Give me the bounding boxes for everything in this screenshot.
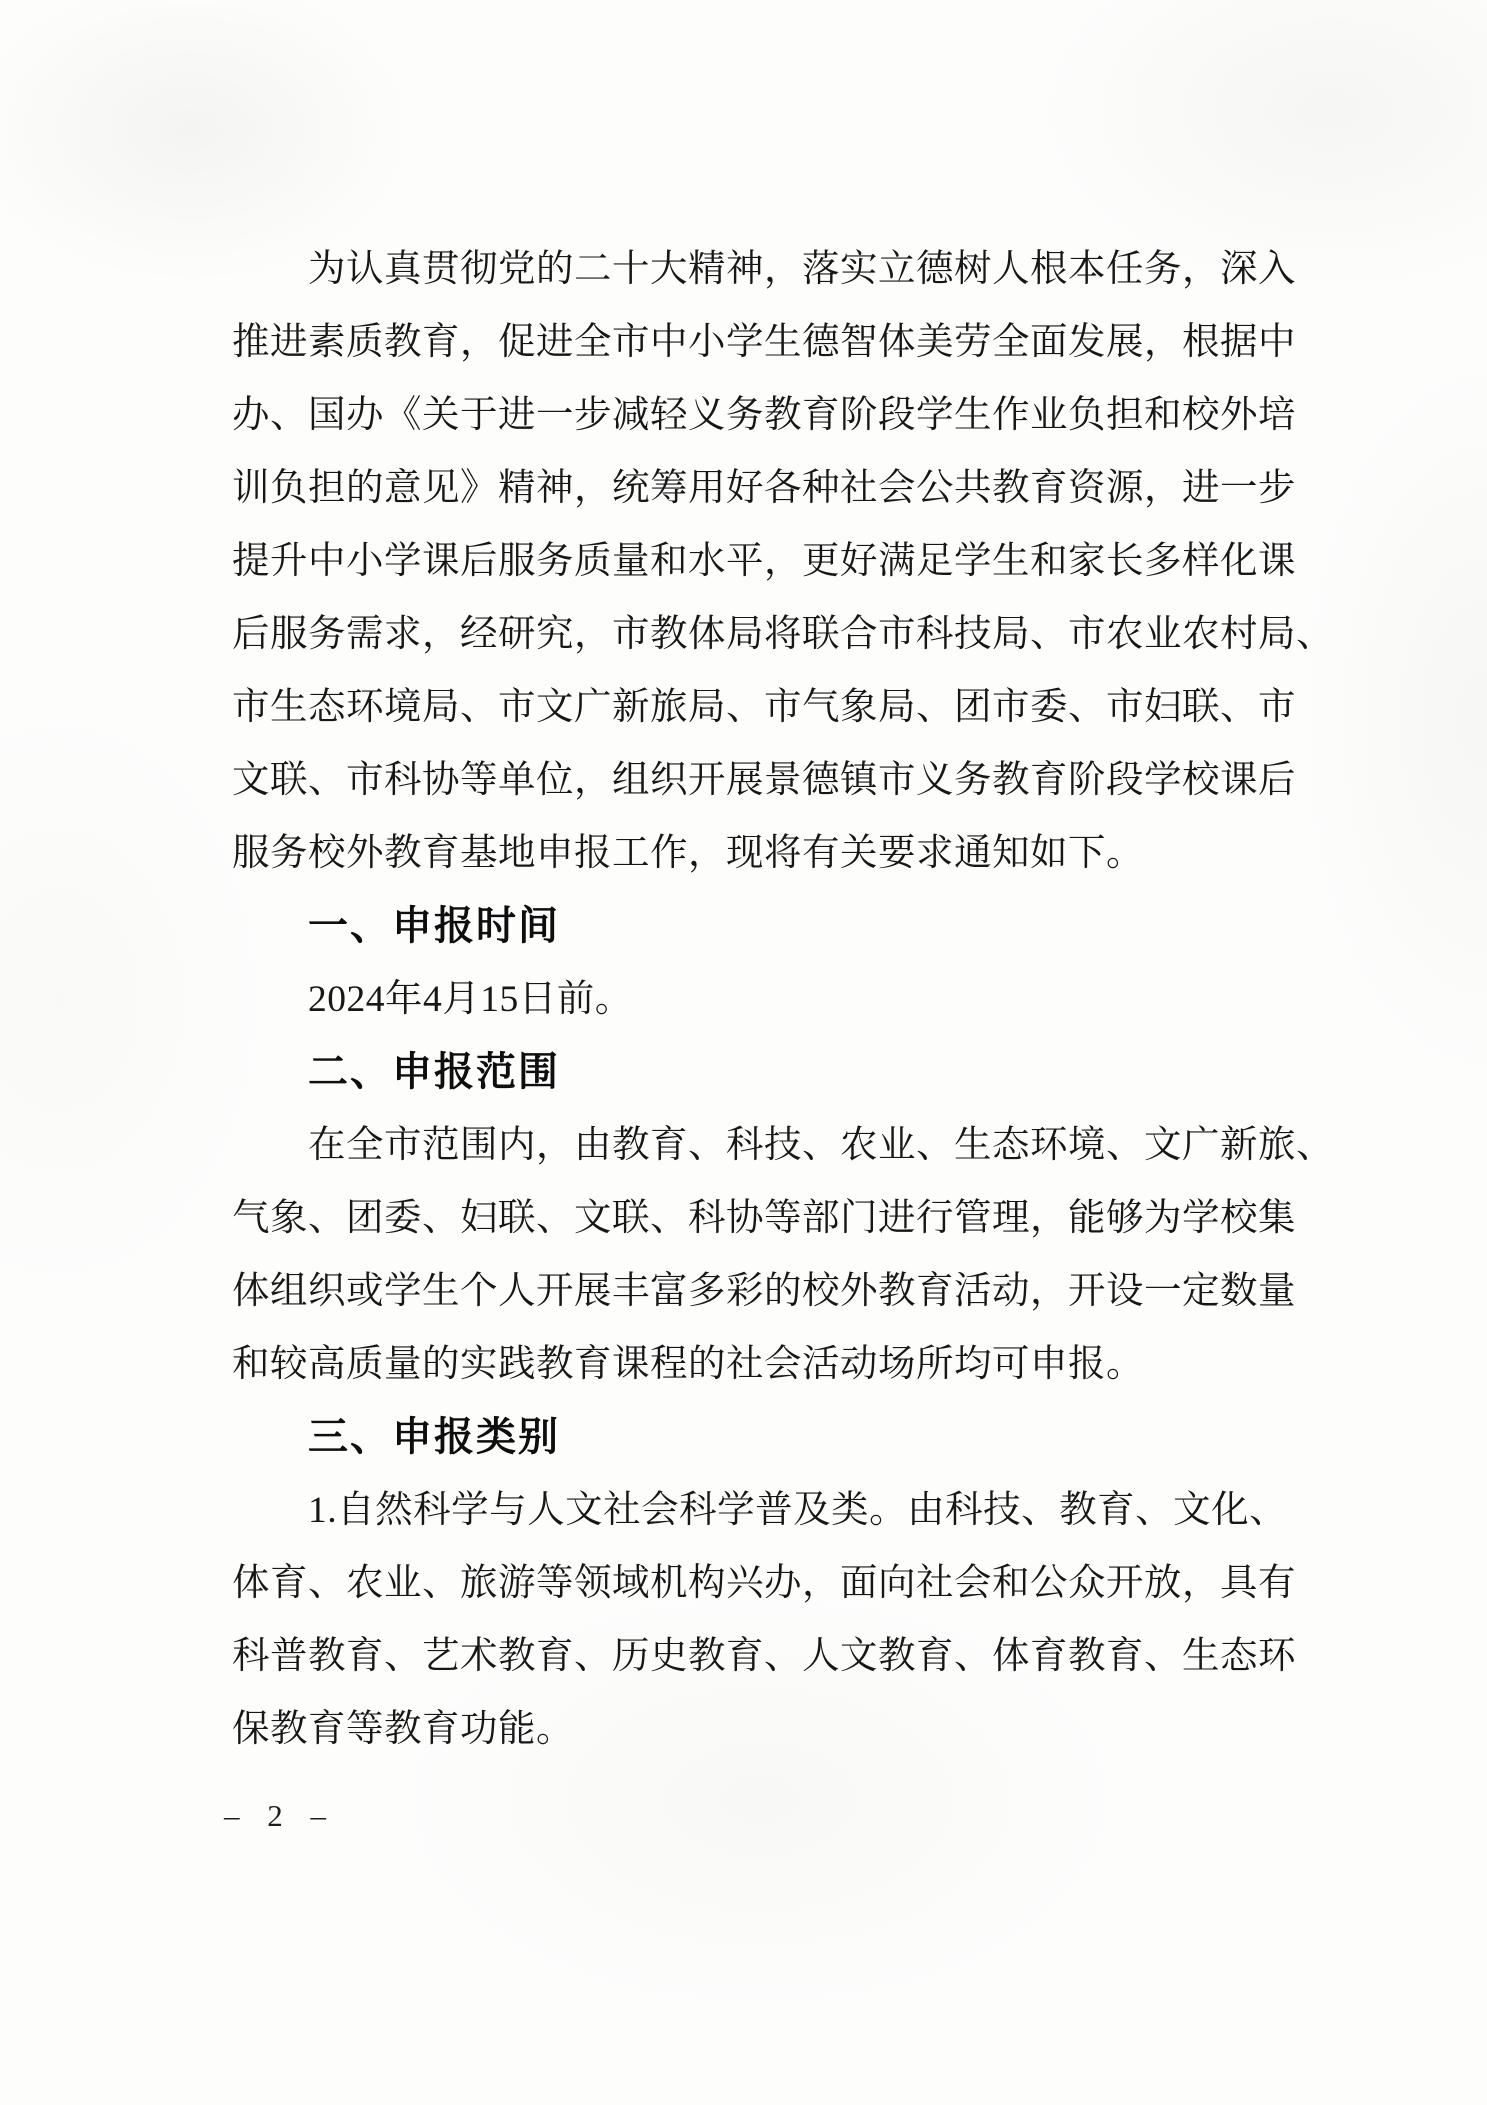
paragraph-line: 后服务需求，经研究，市教体局将联合市科技局、市农业农村局、 — [232, 614, 1334, 655]
paragraph-line: 办、国办《关于进一步减轻义务教育阶段学生作业负担和校外培 — [232, 395, 1296, 436]
paragraph-line: 训负担的意见》精神，统筹用好各种社会公共教育资源，进一步 — [232, 468, 1296, 509]
paragraph-line: 气象、团委、妇联、文联、科协等部门进行管理，能够为学校集 — [232, 1198, 1296, 1239]
paragraph-line: 市生态环境局、市文广新旅局、市气象局、团市委、市妇联、市 — [232, 687, 1296, 728]
section-heading-3: 三、申报类别 — [308, 1415, 560, 1459]
paragraph-line: 体组织或学生个人开展丰富多彩的校外教育活动，开设一定数量 — [232, 1271, 1296, 1312]
paragraph-line: 体育、农业、旅游等领域机构兴办，面向社会和公众开放，具有 — [232, 1563, 1296, 1604]
document-body — [232, 233, 1334, 1766]
paragraph-line: 服务校外教育基地申报工作，现将有关要求通知如下。 — [232, 833, 1144, 874]
paragraph-line: 推进素质教育，促进全市中小学生德智体美劳全面发展，根据中 — [232, 322, 1296, 363]
paragraph-line: 在全市范围内，由教育、科技、农业、生态环境、文广新旅、 — [308, 1125, 1334, 1166]
paragraph-line: 2024年4月15日前。 — [308, 979, 633, 1020]
paragraph-line: 和较高质量的实践教育课程的社会活动场所均可申报。 — [232, 1344, 1144, 1385]
section-heading-1: 一、申报时间 — [308, 904, 560, 948]
paragraph-line: 科普教育、艺术教育、历史教育、人文教育、体育教育、生态环 — [232, 1636, 1296, 1677]
paragraph-line: 为认真贯彻党的二十大精神，落实立德树人根本任务，深入 — [308, 249, 1296, 290]
section-heading-2: 二、申报范围 — [308, 1050, 560, 1094]
paragraph-line: 1.自然科学与人文社会科学普及类。由科技、教育、文化、 — [308, 1490, 1288, 1531]
paragraph-line: 提升中小学课后服务质量和水平，更好满足学生和家长多样化课 — [232, 541, 1296, 582]
paragraph-line: 文联、市科协等单位，组织开展景德镇市义务教育阶段学校课后 — [232, 760, 1296, 801]
paragraph-line: 保教育等教育功能。 — [232, 1709, 574, 1750]
page-number: – 2 – — [224, 1798, 336, 1833]
